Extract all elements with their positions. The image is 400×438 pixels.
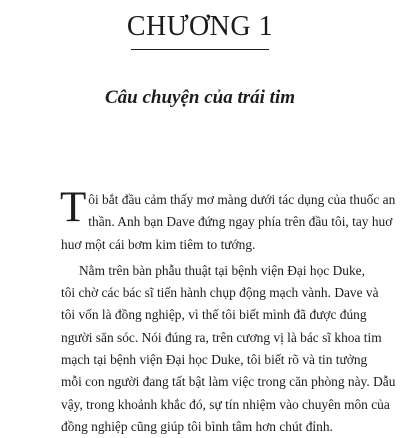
- paragraph-2: [61, 260, 396, 438]
- chapter-heading: CHƯƠNG 1: [126, 11, 274, 42]
- chapter-title: Câu chuyện của trái tim: [104, 87, 296, 108]
- paragraph-2-line: đồng nghiệp cũng giúp tôi bình tâm hơn chút đỉnh.: [61, 418, 333, 434]
- paragraph-2-line: mạch tại bệnh viện Đại học Duke, tôi biết rõ và tin tưởng: [61, 352, 368, 368]
- paragraph-2-line: người săn sóc. Nói đúng ra, trên cương vị là bác sĩ khoa tim: [61, 329, 382, 345]
- paragraph-2-line: vậy, trong khoảnh khắc đó, sự tín nhiệm vào chuyên môn của: [61, 396, 390, 412]
- drop-cap: T: [60, 184, 87, 231]
- paragraph-2-line: Nằm trên bàn phẫu thuật tại bệnh viện Đại học Duke,: [79, 262, 365, 278]
- paragraph-1-line: huơ một cái bơm kim tiêm to tướng.: [61, 236, 256, 252]
- paragraph-1: [60, 184, 396, 256]
- paragraph-1-line: ôi bắt đầu cảm thấy mơ màng dưới tác dụng của thuốc an: [88, 192, 396, 207]
- body-text: [60, 184, 396, 438]
- chapter-heading-underline: [131, 49, 269, 50]
- paragraph-2-line: tôi vốn là đồng nghiệp, vì thế tôi biết mình đã được đúng: [61, 307, 367, 323]
- paragraph-2-line: mỗi con người đang tất bật làm việc trong căn phòng này. Dẫu: [61, 374, 396, 390]
- paragraph-2-line: tôi chờ các bác sĩ tiến hành chụp động mạch vành. Dave và: [61, 285, 379, 301]
- paragraph-1-line: thần. Anh bạn Dave đứng ngay phía trên đầu tôi, tay huơ: [88, 214, 393, 230]
